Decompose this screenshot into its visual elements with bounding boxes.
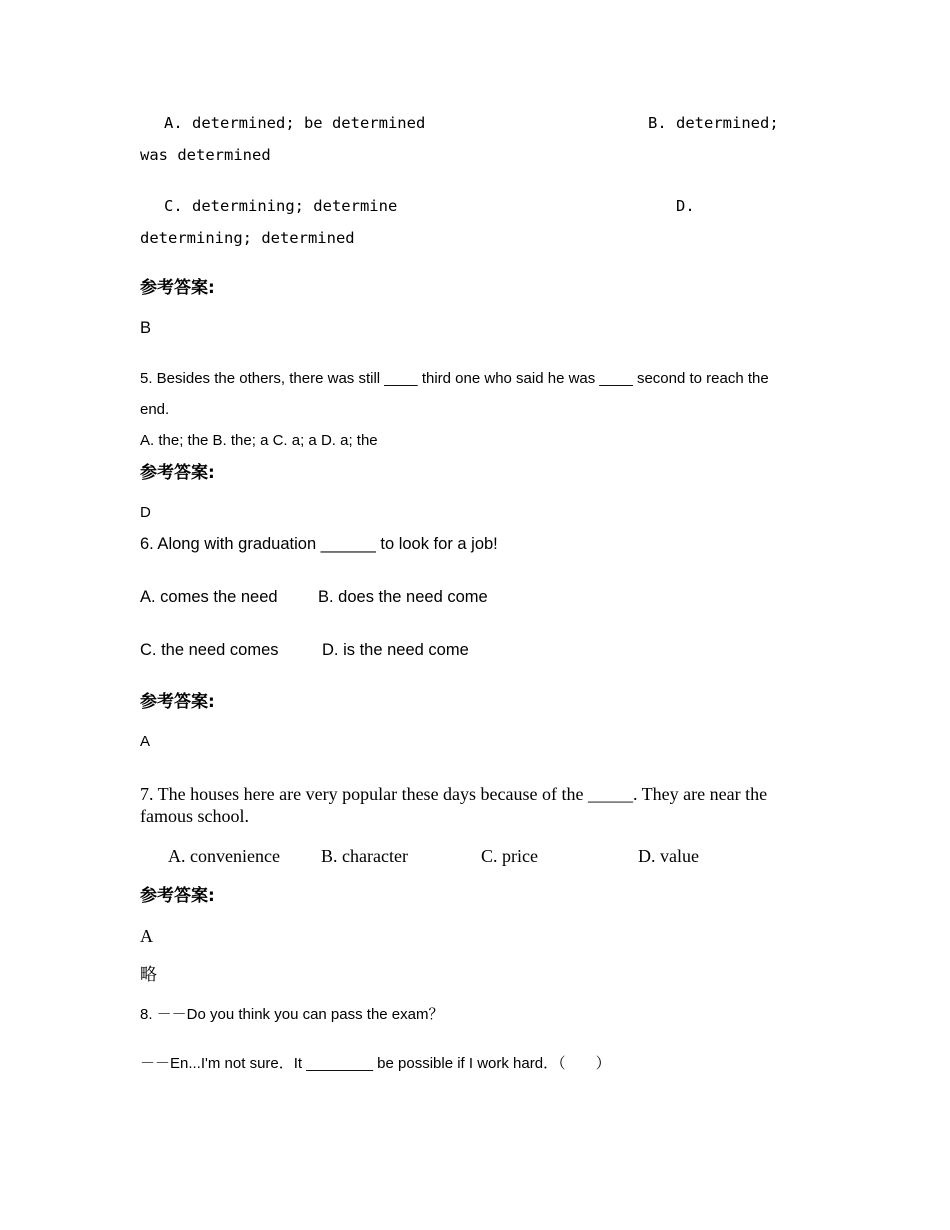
q4-answer-label: 参考答案: bbox=[140, 278, 215, 298]
q4-option-b-continued: was determined bbox=[140, 146, 271, 164]
q4-option-a: A. determined; be determined bbox=[164, 114, 426, 132]
q7-option-c: C. price bbox=[481, 846, 538, 866]
q4-option-d: D. bbox=[676, 197, 695, 215]
q8-question-line1: 8. －－Do you think you can pass the exam？ bbox=[140, 1006, 444, 1023]
q5-options: A. the; the B. the; a C. a; a D. a; the bbox=[140, 432, 378, 449]
q5-question-line2: end. bbox=[140, 401, 170, 418]
q7-option-a: A. convenience bbox=[168, 846, 280, 866]
q6-option-c: C. the need comes bbox=[140, 641, 279, 659]
q6-answer-label: 参考答案: bbox=[140, 692, 215, 712]
q4-option-d-continued: determining; determined bbox=[140, 229, 355, 247]
q7-option-d: D. value bbox=[638, 846, 699, 866]
q4-option-b: B. determined; bbox=[648, 114, 779, 132]
q4-answer: B bbox=[140, 319, 152, 337]
q8-question-line2: －－En...I'm not sure．It ________ be possible if I work hard．（ ） bbox=[140, 1055, 611, 1072]
q6-option-a: A. comes the need bbox=[140, 588, 278, 606]
q7-question-line2: famous school. bbox=[140, 806, 249, 826]
q7-option-b: B. character bbox=[321, 846, 408, 866]
q6-question: 6. Along with graduation ______ to look for a job! bbox=[140, 535, 498, 553]
q6-option-d: D. is the need come bbox=[322, 641, 469, 659]
q7-answer: A bbox=[140, 926, 153, 946]
q5-question-line1: 5. Besides the others, there was still ____ third one who said he was ____ second to reach the bbox=[140, 370, 769, 387]
q5-answer: D bbox=[140, 504, 151, 521]
q4-option-c: C. determining; determine bbox=[164, 197, 398, 215]
q7-note: 略 bbox=[140, 965, 157, 985]
q7-answer-label: 参考答案: bbox=[140, 886, 215, 906]
q6-answer: A bbox=[140, 733, 151, 750]
q7-question-line1: 7. The houses here are very popular these days because of the _____. They are near the bbox=[140, 784, 768, 804]
q5-answer-label: 参考答案: bbox=[140, 463, 215, 483]
q6-option-b: B. does the need come bbox=[318, 588, 488, 606]
